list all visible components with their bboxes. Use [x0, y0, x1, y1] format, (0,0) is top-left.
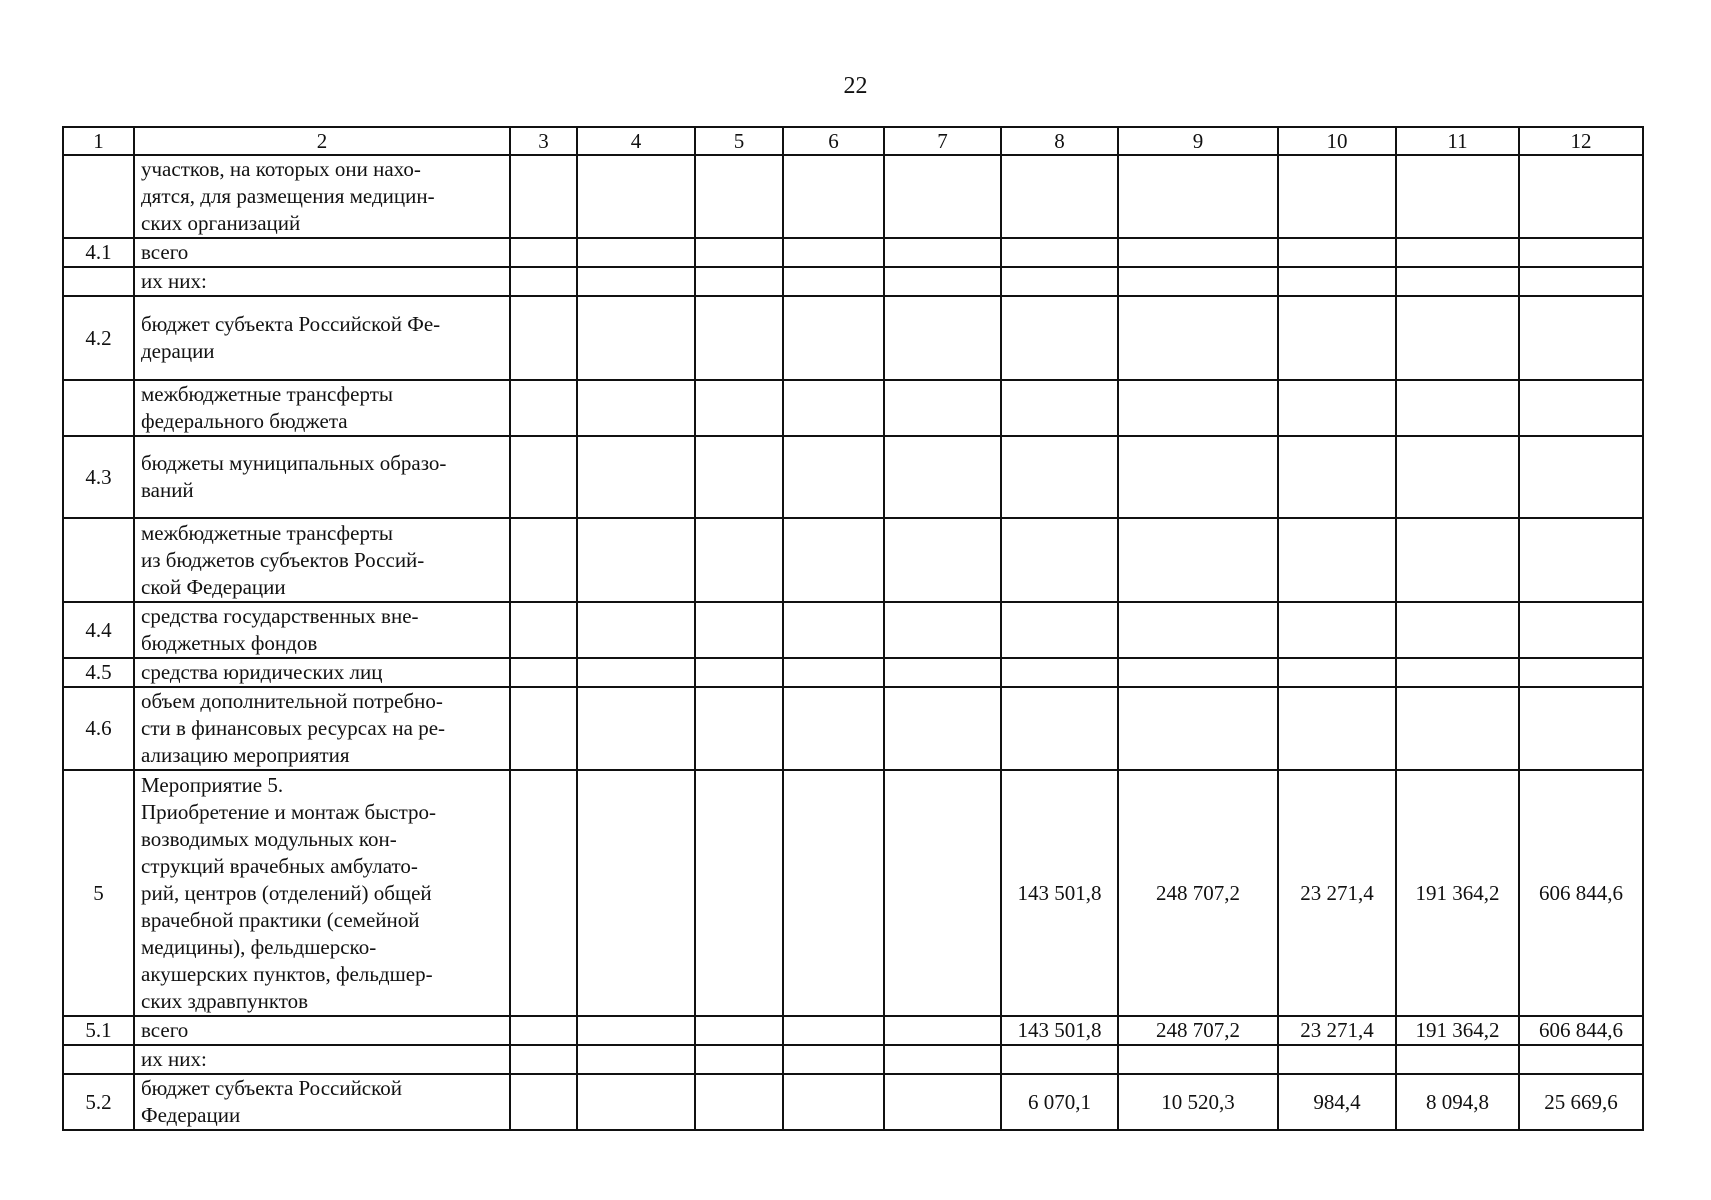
value-cell — [884, 380, 1001, 436]
value-cell — [510, 436, 577, 518]
value-cell — [1118, 1045, 1278, 1074]
value-cell — [1396, 155, 1519, 238]
value-cell — [695, 687, 783, 770]
table-row — [63, 658, 1643, 687]
value-cell — [1396, 602, 1519, 658]
value-cell — [510, 1045, 577, 1074]
row-name: бюджет субъекта Российской Федерации — [134, 1074, 510, 1130]
value-cell — [1278, 518, 1396, 602]
value-cell — [1278, 238, 1396, 267]
value-cell: 606 844,6 — [1519, 1016, 1643, 1045]
row-name: межбюджетные трансферты из бюджетов субъектов Россий- ской Федерации — [134, 518, 510, 602]
value-cell: 23 271,4 — [1278, 770, 1396, 1016]
value-cell — [577, 1016, 695, 1045]
value-cell — [884, 238, 1001, 267]
value-cell — [1001, 267, 1118, 296]
value-cell — [1519, 602, 1643, 658]
value-cell — [783, 1016, 884, 1045]
value-cell — [510, 238, 577, 267]
value-cell — [510, 602, 577, 658]
value-cell — [884, 436, 1001, 518]
value-cell — [1118, 238, 1278, 267]
value-cell — [1278, 602, 1396, 658]
value-cell — [884, 658, 1001, 687]
value-cell — [1519, 1045, 1643, 1074]
value-cell — [1396, 1045, 1519, 1074]
header-cell: 5 — [695, 127, 783, 155]
value-cell — [510, 380, 577, 436]
value-cell — [1396, 518, 1519, 602]
value-cell: 10 520,3 — [1118, 1074, 1278, 1130]
value-cell — [1001, 155, 1118, 238]
value-cell — [510, 1016, 577, 1045]
value-cell — [695, 238, 783, 267]
value-cell — [1278, 1045, 1396, 1074]
value-cell — [1519, 296, 1643, 380]
value-cell — [695, 518, 783, 602]
value-cell — [695, 436, 783, 518]
value-cell — [695, 380, 783, 436]
value-cell — [884, 602, 1001, 658]
value-cell — [510, 687, 577, 770]
table-row — [63, 1074, 1643, 1130]
value-cell — [577, 1074, 695, 1130]
row-name: всего — [134, 1016, 510, 1045]
value-cell — [783, 267, 884, 296]
value-cell — [783, 770, 884, 1016]
value-cell: 191 364,2 — [1396, 770, 1519, 1016]
value-cell — [1396, 267, 1519, 296]
value-cell: 606 844,6 — [1519, 770, 1643, 1016]
value-cell: 984,4 — [1278, 1074, 1396, 1130]
value-cell — [1519, 518, 1643, 602]
value-cell — [884, 770, 1001, 1016]
value-cell — [1001, 518, 1118, 602]
value-cell — [884, 267, 1001, 296]
value-cell — [1396, 687, 1519, 770]
value-cell — [1519, 687, 1643, 770]
value-cell — [783, 296, 884, 380]
value-cell — [884, 1016, 1001, 1045]
value-cell — [577, 518, 695, 602]
value-cell — [1118, 380, 1278, 436]
table-row — [63, 1016, 1643, 1045]
row-name: их них: — [134, 1045, 510, 1074]
value-cell — [1118, 602, 1278, 658]
value-cell — [884, 687, 1001, 770]
value-cell — [1001, 1045, 1118, 1074]
row-name: объем дополнительной потребно- сти в финансовых ресурсах на ре- ализацию мероприятия — [134, 687, 510, 770]
value-cell — [695, 155, 783, 238]
value-cell: 6 070,1 — [1001, 1074, 1118, 1130]
row-number: 4.5 — [63, 658, 134, 687]
value-cell — [1396, 436, 1519, 518]
value-cell: 143 501,8 — [1001, 1016, 1118, 1045]
value-cell: 248 707,2 — [1118, 770, 1278, 1016]
value-cell — [510, 658, 577, 687]
value-cell: 143 501,8 — [1001, 770, 1118, 1016]
value-cell — [577, 770, 695, 1016]
row-name: бюджет субъекта Российской Фе- дерации — [134, 296, 510, 380]
row-name: средства юридических лиц — [134, 658, 510, 687]
value-cell — [1001, 296, 1118, 380]
value-cell — [783, 1074, 884, 1130]
header-cell: 7 — [884, 127, 1001, 155]
row-number: 5.1 — [63, 1016, 134, 1045]
row-name: бюджеты муниципальных образо- ваний — [134, 436, 510, 518]
header-cell: 12 — [1519, 127, 1643, 155]
header-cell: 3 — [510, 127, 577, 155]
value-cell — [1278, 296, 1396, 380]
value-cell — [695, 770, 783, 1016]
row-number: 4.2 — [63, 296, 134, 380]
value-cell — [1001, 602, 1118, 658]
value-cell — [695, 1074, 783, 1130]
value-cell — [1001, 687, 1118, 770]
row-name: их них: — [134, 267, 510, 296]
row-number — [63, 518, 134, 602]
table-row — [63, 267, 1643, 296]
value-cell — [783, 238, 884, 267]
value-cell: 8 094,8 — [1396, 1074, 1519, 1130]
header-cell: 10 — [1278, 127, 1396, 155]
value-cell — [1001, 436, 1118, 518]
value-cell — [1001, 658, 1118, 687]
value-cell — [695, 267, 783, 296]
value-cell — [884, 1045, 1001, 1074]
header-cell: 11 — [1396, 127, 1519, 155]
table-row — [63, 380, 1643, 436]
value-cell: 23 271,4 — [1278, 1016, 1396, 1045]
row-name: межбюджетные трансферты федерального бюджета — [134, 380, 510, 436]
table-row — [63, 518, 1643, 602]
value-cell — [1519, 155, 1643, 238]
value-cell — [695, 602, 783, 658]
value-cell — [695, 1016, 783, 1045]
table-row — [63, 238, 1643, 267]
table-row — [63, 296, 1643, 380]
value-cell — [510, 155, 577, 238]
value-cell — [1519, 380, 1643, 436]
value-cell — [1118, 267, 1278, 296]
value-cell — [510, 770, 577, 1016]
row-number — [63, 155, 134, 238]
value-cell — [1118, 155, 1278, 238]
value-cell — [884, 518, 1001, 602]
value-cell — [1396, 296, 1519, 380]
value-cell — [1278, 687, 1396, 770]
value-cell — [1278, 267, 1396, 296]
header-cell: 4 — [577, 127, 695, 155]
value-cell — [577, 602, 695, 658]
value-cell: 25 669,6 — [1519, 1074, 1643, 1130]
header-cell: 8 — [1001, 127, 1118, 155]
value-cell — [577, 380, 695, 436]
value-cell — [510, 296, 577, 380]
table-row — [63, 687, 1643, 770]
row-name: участков, на которых они нахо- дятся, для размещения медицин- ских организаций — [134, 155, 510, 238]
value-cell — [577, 267, 695, 296]
value-cell — [1278, 436, 1396, 518]
value-cell — [695, 1045, 783, 1074]
value-cell — [1118, 658, 1278, 687]
value-cell — [1118, 518, 1278, 602]
budget-table — [62, 126, 1644, 1131]
value-cell — [695, 658, 783, 687]
value-cell — [783, 155, 884, 238]
value-cell — [1519, 658, 1643, 687]
table-body — [63, 155, 1643, 1130]
value-cell — [884, 1074, 1001, 1130]
row-number — [63, 267, 134, 296]
value-cell: 248 707,2 — [1118, 1016, 1278, 1045]
value-cell — [510, 267, 577, 296]
header-row — [63, 127, 1643, 155]
header-cell: 2 — [134, 127, 510, 155]
value-cell — [783, 380, 884, 436]
value-cell — [1278, 380, 1396, 436]
value-cell — [1001, 238, 1118, 267]
value-cell — [1118, 296, 1278, 380]
value-cell — [1118, 436, 1278, 518]
row-number: 4.1 — [63, 238, 134, 267]
table-row — [63, 436, 1643, 518]
value-cell — [695, 296, 783, 380]
row-number: 4.4 — [63, 602, 134, 658]
value-cell — [577, 155, 695, 238]
table-row — [63, 155, 1643, 238]
row-name: средства государственных вне- бюджетных фондов — [134, 602, 510, 658]
value-cell — [1396, 658, 1519, 687]
value-cell — [577, 687, 695, 770]
value-cell — [1519, 436, 1643, 518]
value-cell — [1519, 238, 1643, 267]
value-cell — [1001, 380, 1118, 436]
value-cell — [510, 1074, 577, 1130]
value-cell — [577, 436, 695, 518]
value-cell — [577, 238, 695, 267]
value-cell — [783, 658, 884, 687]
value-cell — [1278, 155, 1396, 238]
value-cell: 191 364,2 — [1396, 1016, 1519, 1045]
value-cell — [1278, 658, 1396, 687]
value-cell — [1396, 238, 1519, 267]
value-cell — [510, 518, 577, 602]
value-cell — [783, 687, 884, 770]
row-name: всего — [134, 238, 510, 267]
table-row — [63, 602, 1643, 658]
row-number: 5.2 — [63, 1074, 134, 1130]
value-cell — [783, 518, 884, 602]
header-cell: 1 — [63, 127, 134, 155]
header-cell: 9 — [1118, 127, 1278, 155]
row-number: 4.6 — [63, 687, 134, 770]
table-row — [63, 1045, 1643, 1074]
value-cell — [783, 436, 884, 518]
value-cell — [577, 296, 695, 380]
row-number: 5 — [63, 770, 134, 1016]
value-cell — [884, 296, 1001, 380]
row-number — [63, 1045, 134, 1074]
row-name: Мероприятие 5. Приобретение и монтаж быстро- возводимых модульных кон- струкций врачебных амбулато- рий, центров (отделений) общей врачебной практики (семейной медицины), фельдшерско- акушерских пунктов, фельдшер- ских здравпунктов — [134, 770, 510, 1016]
value-cell — [577, 658, 695, 687]
table-row — [63, 770, 1643, 1016]
value-cell — [884, 155, 1001, 238]
row-number: 4.3 — [63, 436, 134, 518]
value-cell — [783, 1045, 884, 1074]
header-cell: 6 — [783, 127, 884, 155]
value-cell — [577, 1045, 695, 1074]
row-number — [63, 380, 134, 436]
value-cell — [1519, 267, 1643, 296]
value-cell — [1396, 380, 1519, 436]
value-cell — [1118, 687, 1278, 770]
value-cell — [783, 602, 884, 658]
page-number: 22 — [843, 73, 868, 99]
